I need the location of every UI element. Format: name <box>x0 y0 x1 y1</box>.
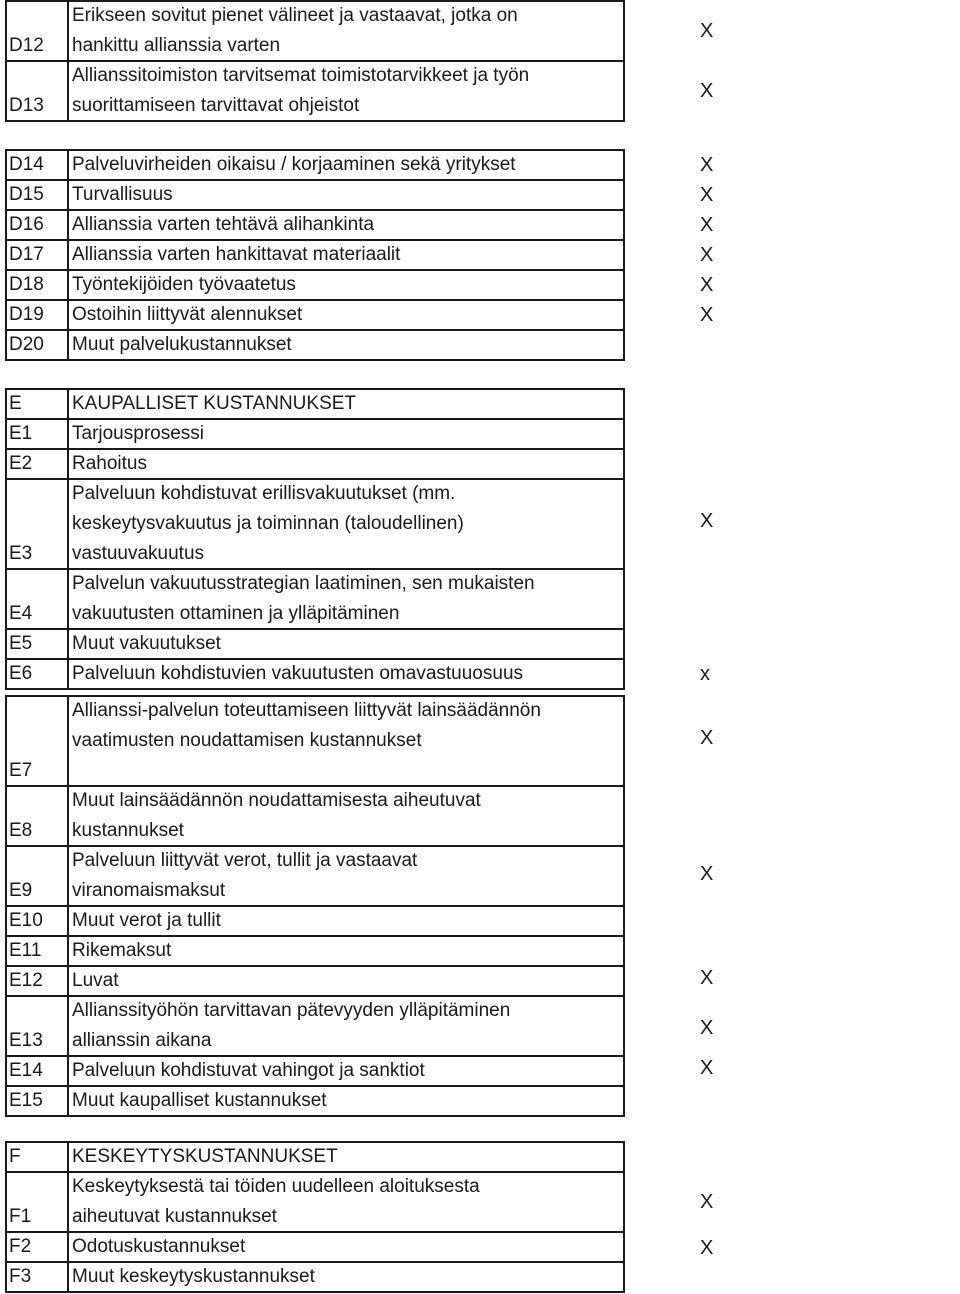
row-description-line: Rikemaksut <box>72 940 172 961</box>
applicability-mark: X <box>700 274 714 296</box>
table-block-e-bottom <box>5 695 714 1117</box>
row-code: F2 <box>9 1236 32 1257</box>
row-code: D18 <box>9 274 44 295</box>
table-row <box>5 179 623 209</box>
row-code: E13 <box>9 1030 43 1051</box>
row-code: D12 <box>9 35 44 56</box>
row-description-line: Muut keskeytyskustannukset <box>72 1266 315 1287</box>
row-description-line: vaatimusten noudattamisen kustannukset <box>72 730 422 751</box>
row-code: E8 <box>9 820 33 841</box>
applicability-mark: X <box>700 20 714 42</box>
table-block-e-top <box>5 388 714 690</box>
table-block-d-list <box>5 149 714 361</box>
row-code: E11 <box>9 940 42 961</box>
applicability-mark: X <box>700 154 714 176</box>
row-separator <box>5 1115 625 1117</box>
row-code: E10 <box>9 910 43 931</box>
row-code: D17 <box>9 244 44 265</box>
table-row <box>5 269 623 299</box>
row-code: E <box>9 393 22 414</box>
table-row <box>5 905 623 935</box>
row-code: E4 <box>9 603 33 624</box>
row-description-line: Allianssia varten tehtävä alihankinta <box>72 214 375 235</box>
row-code: E7 <box>9 760 33 781</box>
applicability-mark: X <box>700 80 714 102</box>
row-description-line: Erikseen sovitut pienet välineet ja vastaavat, jotka on <box>72 5 518 26</box>
row-description-line: kustannukset <box>72 820 184 841</box>
row-separator <box>5 120 625 122</box>
table-row <box>5 1141 623 1171</box>
row-code: F3 <box>9 1266 32 1287</box>
row-code: E15 <box>9 1090 43 1111</box>
row-description-line: Palveluvirheiden oikaisu / korjaaminen sekä yritykset <box>72 154 516 175</box>
table-block-f <box>5 1141 714 1293</box>
row-description-line: Palveluun kohdistuvat erillisvakuutukset (mm. <box>72 483 456 504</box>
row-description-line: Palveluun kohdistuvat vahingot ja sanktiot <box>72 1060 425 1081</box>
table-row <box>5 388 623 418</box>
applicability-mark: X <box>700 1057 714 1079</box>
row-description-line: Allianssityöhön tarvittavan pätevyyden ylläpitäminen <box>72 1000 511 1021</box>
table-row <box>5 239 623 269</box>
row-description-line: Allianssitoimiston tarvitsemat toimistotarvikkeet ja työn <box>72 65 530 86</box>
table-row <box>5 1055 623 1085</box>
row-description-line: Palveluun kohdistuvien vakuutusten omavastuuosuus <box>72 663 524 684</box>
row-code: E2 <box>9 453 33 474</box>
row-description-line: viranomaismaksut <box>72 880 226 901</box>
row-description-line: Luvat <box>72 970 119 991</box>
row-description-line: Palveluun liittyvät verot, tullit ja vastaavat <box>72 850 418 871</box>
table-row <box>5 299 623 329</box>
row-code: E12 <box>9 970 43 991</box>
row-code: F1 <box>9 1206 32 1227</box>
table-row <box>5 1261 623 1291</box>
table-row <box>5 1231 623 1261</box>
row-description-line: Muut verot ja tullit <box>72 910 221 931</box>
row-description-line: KAUPALLISET KUSTANNUKSET <box>72 393 357 414</box>
row-description-line: Palvelun vakuutusstrategian laatiminen, sen mukaisten <box>72 573 535 594</box>
row-separator <box>5 359 625 361</box>
row-separator <box>5 1291 625 1293</box>
row-code: D19 <box>9 304 44 325</box>
table-row <box>5 478 623 568</box>
row-code: E1 <box>9 423 33 444</box>
row-description-line: Ostoihin liittyvät alennukset <box>72 304 303 325</box>
table-row <box>5 418 623 448</box>
applicability-mark: X <box>700 967 714 989</box>
row-code: E5 <box>9 633 33 654</box>
applicability-mark: X <box>700 863 714 885</box>
row-code: D16 <box>9 214 44 235</box>
row-description-line: Allianssia varten hankittavat materiaalit <box>72 244 401 265</box>
row-description-line: Odotuskustannukset <box>72 1236 246 1257</box>
row-code: E3 <box>9 543 33 564</box>
table-row <box>5 935 623 965</box>
row-description-line: Tarjousprosessi <box>72 423 204 444</box>
applicability-mark: X <box>700 1191 714 1213</box>
table-row <box>5 785 623 845</box>
row-description-line: Työntekijöiden työvaatetus <box>72 274 296 295</box>
applicability-mark: X <box>700 727 714 749</box>
applicability-mark: X <box>700 1237 714 1259</box>
row-description-line: Keskeytyksestä tai töiden uudelleen aloituksesta <box>72 1176 480 1197</box>
row-code: E9 <box>9 880 33 901</box>
row-description-line: KESKEYTYSKUSTANNUKSET <box>72 1146 338 1167</box>
row-description-line: Allianssi-palvelun toteuttamiseen liittyvät lainsäädännön <box>72 700 541 721</box>
table-row <box>5 628 623 658</box>
table-row <box>5 209 623 239</box>
table-row <box>5 0 623 60</box>
row-code: D13 <box>9 95 44 116</box>
table-block-d-top <box>5 0 714 122</box>
table-row <box>5 1085 623 1115</box>
row-description-line: Turvallisuus <box>72 184 173 205</box>
row-description-line: hankittu allianssia varten <box>72 35 281 56</box>
table-row <box>5 568 623 628</box>
applicability-mark: X <box>700 244 714 266</box>
table-right-border <box>623 1141 625 1293</box>
table-right-border <box>623 388 625 690</box>
row-description-line: vakuutusten ottaminen ja ylläpitäminen <box>72 603 400 624</box>
row-description-line: Muut vakuutukset <box>72 633 221 654</box>
applicability-mark: X <box>700 510 714 532</box>
table-row <box>5 329 623 359</box>
row-description-line: vastuuvakuutus <box>72 543 205 564</box>
row-code: D15 <box>9 184 44 205</box>
table-row <box>5 1171 623 1231</box>
applicability-mark: X <box>700 214 714 236</box>
table-row <box>5 965 623 995</box>
applicability-mark: X <box>700 184 714 206</box>
row-code: E14 <box>9 1060 43 1081</box>
row-separator <box>5 688 625 690</box>
row-code: F <box>9 1146 21 1167</box>
row-description-line: Rahoitus <box>72 453 147 474</box>
table-row <box>5 60 623 120</box>
row-description-line: Muut lainsäädännön noudattamisesta aiheutuvat <box>72 790 481 811</box>
row-description-line: allianssin aikana <box>72 1030 212 1051</box>
applicability-mark: X <box>700 304 714 326</box>
row-description-line: Muut kaupalliset kustannukset <box>72 1090 327 1111</box>
row-code: D14 <box>9 154 44 175</box>
table-row <box>5 149 623 179</box>
row-description-line: aiheutuvat kustannukset <box>72 1206 277 1227</box>
table-row <box>5 695 623 785</box>
table-row <box>5 845 623 905</box>
row-description-line: keskeytysvakuutus ja toiminnan (taloudellinen) <box>72 513 464 534</box>
table-row <box>5 995 623 1055</box>
table-row <box>5 448 623 478</box>
table-row <box>5 658 623 688</box>
row-description-line: Muut palvelukustannukset <box>72 334 292 355</box>
row-code: E6 <box>9 663 33 684</box>
row-code: D20 <box>9 334 44 355</box>
row-description-line: suorittamiseen tarvittavat ohjeistot <box>72 95 360 116</box>
applicability-mark: X <box>700 1017 714 1039</box>
applicability-mark: x <box>700 663 710 685</box>
